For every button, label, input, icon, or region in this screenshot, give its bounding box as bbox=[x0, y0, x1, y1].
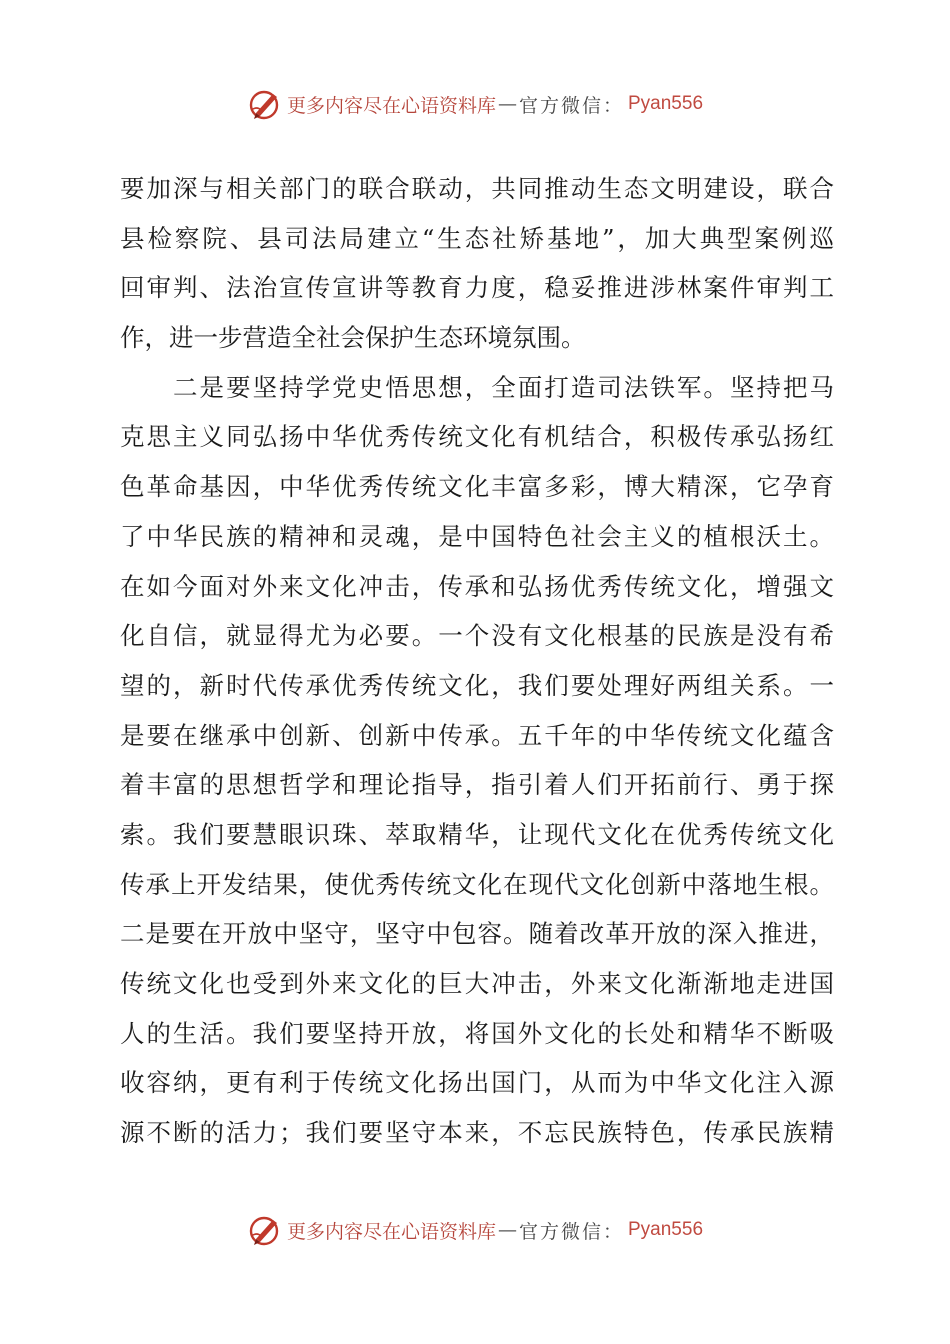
body-line: 索。我们要慧眼识珠、萃取精华，让现代文化在优秀传统文化 bbox=[120, 819, 834, 849]
body-line: 望的，新时代传承优秀传统文化，我们要处理好两组关系。一 bbox=[120, 670, 834, 700]
body-line: 县检察院、县司法局建立“生态社矫基地”，加大典型案例巡 bbox=[120, 223, 834, 253]
footer-banner bbox=[0, 1210, 950, 1250]
pen-logo-icon bbox=[247, 86, 283, 122]
body-line: 二是要坚持学党史悟思想，全面打造司法铁军。坚持把马 bbox=[120, 372, 834, 402]
body-line: 传统文化也受到外来文化的巨大冲击，外来文化渐渐地走进国 bbox=[120, 969, 834, 998]
body-line: 作，进一步营造全社会保护生态环境氛围。 bbox=[120, 323, 586, 353]
body-line: 克思主义同弘扬中华优秀传统文化有机结合，积极传承弘扬红 bbox=[120, 422, 834, 452]
body-line: 人的生活。我们要坚持开放，将国外文化的长处和精华不断吸 bbox=[120, 1018, 834, 1048]
banner-wechat-id: Pyan556 bbox=[628, 93, 704, 114]
pen-logo-icon bbox=[247, 1212, 283, 1248]
body-line: 回审判、法治宣传宣讲等教育力度，稳妥推进涉林案件审判工 bbox=[120, 273, 834, 303]
banner-wechat-id: Pyan556 bbox=[628, 1219, 704, 1240]
body-line: 化自信，就显得尤为必要。一个没有文化根基的民族是没有希 bbox=[120, 621, 834, 651]
body-line: 色革命基因，中华优秀传统文化丰富多彩，博大精深，它孕育 bbox=[120, 472, 834, 502]
body-line: 收容纳，更有利于传统文化扬出国门，从而为中华文化注入源 bbox=[120, 1068, 834, 1098]
banner-separator: — bbox=[497, 93, 517, 115]
banner-brand-text: 更多内容尽在心语资料库 bbox=[286, 1220, 496, 1243]
body-line: 了中华民族的精神和灵魂，是中国特色社会主义的植根沃土。 bbox=[120, 521, 834, 551]
banner-brand-text: 更多内容尽在心语资料库 bbox=[286, 94, 496, 117]
body-line: 要加深与相关部门的联合联动，共同推动生态文明建设，联合 bbox=[120, 174, 834, 203]
body-line: 是要在继承中创新、创新中传承。五千年的中华传统文化蕴含 bbox=[120, 720, 834, 750]
body-line: 二是要在开放中坚守，坚守中包容。随着改革开放的深入推进， bbox=[120, 919, 834, 949]
banner-separator: — bbox=[497, 1219, 517, 1241]
body-line: 源不断的活力；我们要坚守本来，不忘民族特色，传承民族精 bbox=[120, 1118, 834, 1148]
body-line: 传承上开发结果，使优秀传统文化在现代文化创新中落地生根。 bbox=[120, 869, 834, 899]
banner-wechat-label: 官方微信： bbox=[518, 94, 624, 117]
banner-wechat-label: 官方微信： bbox=[518, 1220, 624, 1243]
body-line: 着丰富的思想哲学和理论指导，指引着人们开拓前行、勇于探 bbox=[120, 770, 834, 800]
header-banner bbox=[0, 84, 950, 124]
document-body bbox=[120, 164, 834, 1158]
body-line: 在如今面对外来文化冲击，传承和弘扬优秀传统文化，增强文 bbox=[120, 571, 834, 601]
